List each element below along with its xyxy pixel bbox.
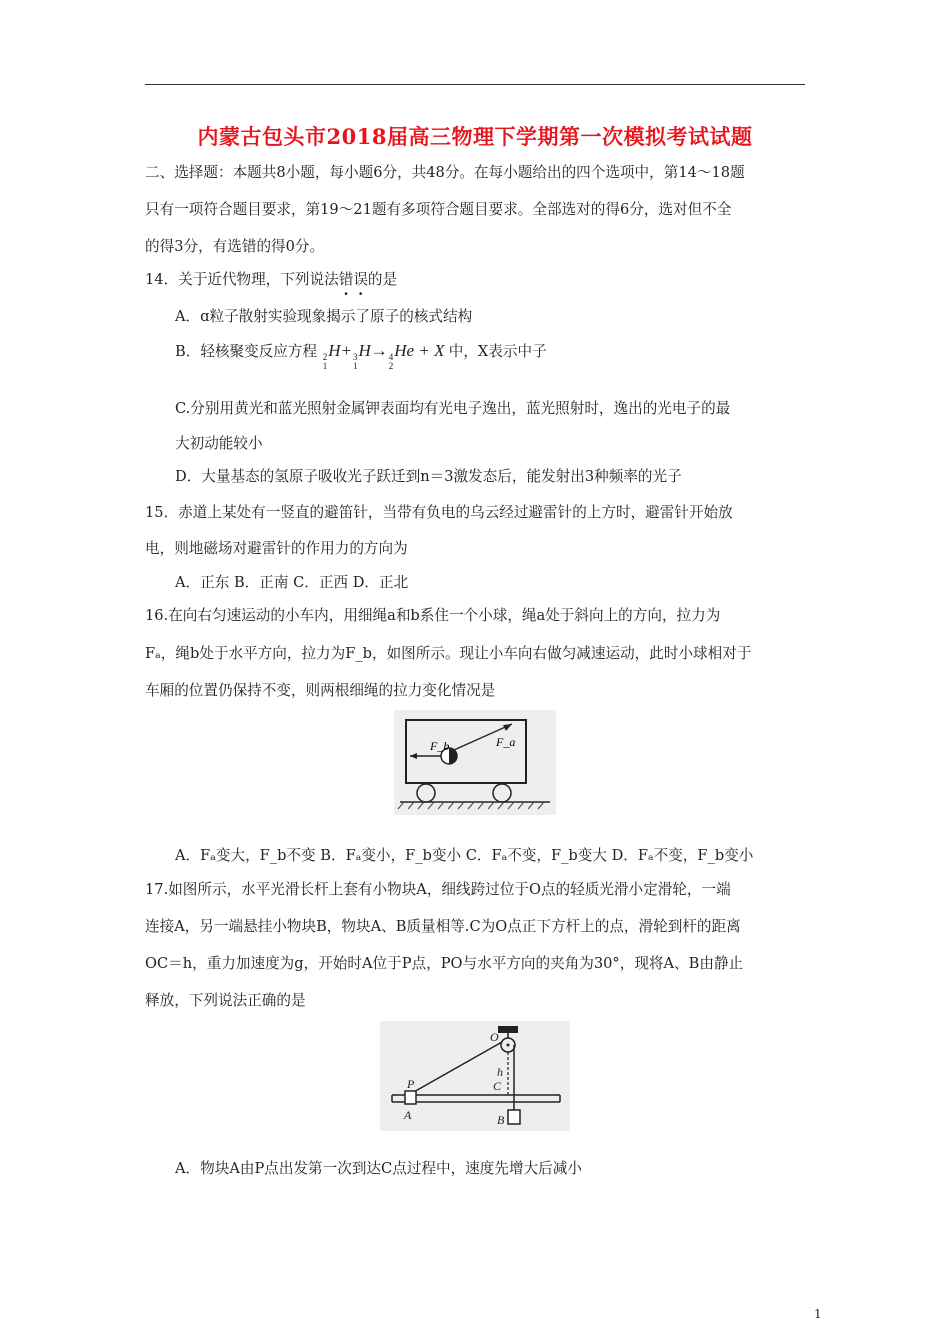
h2-symbol: H [328, 341, 341, 360]
label-b: B [497, 1113, 505, 1127]
h2-isotope-numbers: 2 1 [322, 352, 328, 371]
section-intro-line-3: 的得3分，有选错的得0分。 [145, 238, 325, 255]
fusion-equation [322, 341, 449, 371]
plus-sign: + [340, 341, 352, 360]
label-p: P [407, 1077, 415, 1091]
q16-options: A．Fₐ变大，F_b不变 B．Fₐ变小，F_b变小 C．Fₐ不变，F_b变大 D．Fₐ不变，F_b变小 [175, 847, 754, 864]
page-title: 内蒙古包头市2018届高三物理下学期第一次模拟考试试题 [197, 124, 753, 149]
q17-option-a: A．物块A由P点出发第一次到达C点过程中，速度先增大后减小 [175, 1160, 582, 1177]
q14-option-d: D．大量基态的氢原子吸收光子跃迁到n＝3激发态后，能发射出3种频率的光子 [175, 468, 682, 485]
q16-stem-line-3: 车厢的位置仍保持不变，则两根细绳的拉力变化情况是 [145, 682, 496, 699]
q15-stem-line-2: 电，则地磁场对避雷针的作用力的方向为 [145, 540, 408, 557]
q14-option-b [175, 341, 547, 371]
wheel-right [493, 784, 511, 802]
label-fa: F_a [496, 735, 516, 749]
plus-sign: + [418, 341, 430, 360]
label-o: O [490, 1030, 499, 1044]
pulley-axle [507, 1044, 510, 1047]
ground-hatching [398, 802, 544, 809]
header-rule [145, 84, 805, 85]
q14-option-c-line-1: C.分别用黄光和蓝光照射金属钾表面均有光电子逸出，蓝光照射时，逸出的光电子的最 [175, 400, 731, 417]
q17-stem-line-1: 17.如图所示，水平光滑长杆上套有小物块A，细线跨过位于O点的轻质光滑小定滑轮，一端 [145, 881, 731, 898]
q16-stem-line-1: 16.在向右匀速运动的小车内，用细绳a和b系住一个小球，绳a处于斜向上的方向，拉力为 [145, 607, 721, 624]
section-intro-line-2: 只有一项符合题目要求，第19～21题有多项符合题目要求。全部选对的得6分，选对但不全 [145, 201, 732, 218]
q17-stem-line-3: OC＝h，重力加速度为g，开始时A位于P点，PO与水平方向的夹角为30°，现将A、B由静止 [145, 955, 744, 972]
q14-stem-suffix: 的是 [367, 271, 398, 288]
he-symbol: He [394, 341, 415, 360]
q14-option-b-prefix: B．轻核聚变反应方程 [175, 343, 318, 360]
string-to-a [412, 1042, 502, 1093]
q16-stem-line-2: Fₐ，绳b处于水平方向，拉力为F_b，如图所示。现让小车向右做匀减速运动，此时小球相对于 [145, 645, 752, 662]
he-isotope-numbers: 4 2 [388, 352, 394, 371]
q14-option-a: A．ɑ粒子散射实验现象揭示了原子的核式结构 [175, 308, 473, 325]
wheel-left [417, 784, 435, 802]
q14-option-b-suffix: 中，X表示中子 [448, 343, 547, 360]
pulley-diagram [380, 1021, 570, 1131]
cart-diagram [394, 710, 556, 815]
q17-stem-line-4: 释放，下列说法正确的是 [145, 992, 306, 1009]
q17-stem-line-2: 连接A，另一端悬挂小物块B，物块A、B质量相等.C为O点正下方杆上的点，滑轮到杆的距离 [145, 918, 741, 935]
section-intro-line-1: 二、选择题：本题共8小题，每小题6分，共48分。在每小题给出的四个选项中，第14～18题 [145, 164, 745, 181]
reaction-arrow: → [370, 341, 388, 360]
pulley-mount [498, 1026, 518, 1033]
q14-option-c-line-2: 大初动能较小 [175, 435, 263, 452]
label-fb: F_b [430, 739, 450, 753]
rope-b-arrowhead [410, 753, 417, 759]
q14-stem-prefix: 14．关于近代物理，下列说法 [145, 271, 339, 288]
cart-figure [394, 710, 556, 815]
cart-body [406, 720, 526, 783]
pulley-figure [380, 1021, 570, 1131]
page-number: 1 [814, 1307, 822, 1321]
q14-emphasis-2: 误 [353, 271, 368, 288]
label-a: A [404, 1108, 412, 1122]
x-symbol: X [434, 341, 445, 360]
block-b [508, 1110, 520, 1124]
h3-isotope-numbers: 3 1 [352, 352, 358, 371]
label-c: C [493, 1079, 502, 1093]
q14-emphasis-1: 错 [338, 271, 354, 288]
h3-symbol: H [358, 341, 371, 360]
rope-a-arrowhead [503, 724, 512, 731]
block-a [405, 1091, 416, 1104]
q14-stem [145, 270, 397, 290]
label-h: h [497, 1065, 503, 1079]
q15-options: A．正东 B．正南 C．正西 D．正北 [175, 574, 409, 591]
q15-stem-line-1: 15．赤道上某处有一竖直的避笛针，当带有负电的乌云经过避雷针的上方时，避雷针开始放 [145, 504, 733, 521]
ball-shade [449, 748, 457, 764]
